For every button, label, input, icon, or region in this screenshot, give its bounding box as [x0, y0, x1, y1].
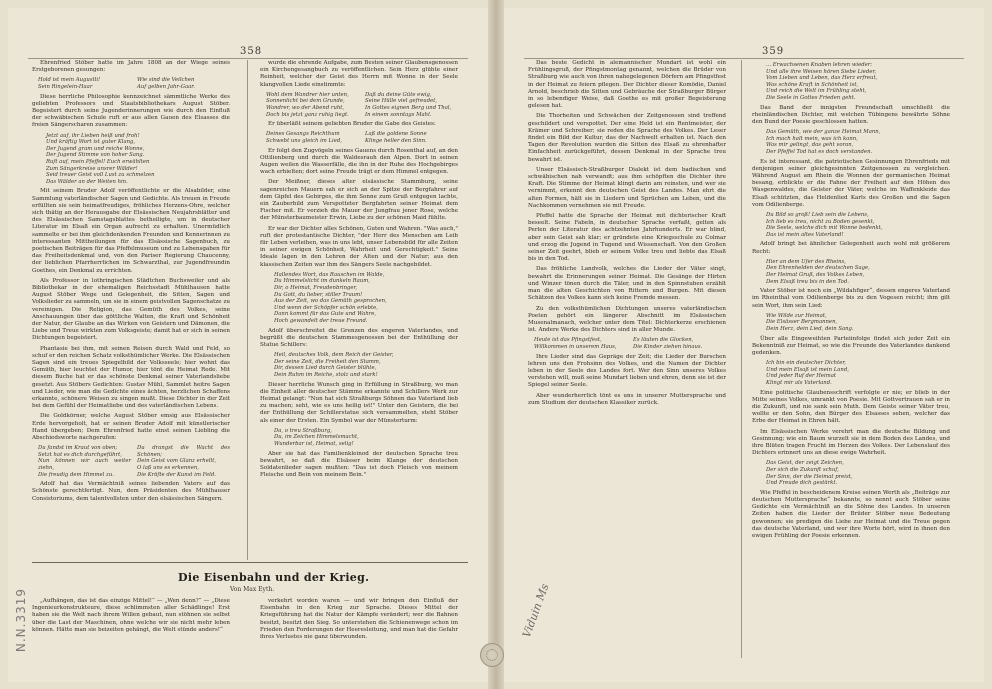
paragraph: Es ist interessant, die patriotischen Gesinnungen Ehrenfrieds mit denjenigen seiner gleichgesinnten Zeitgenossen zu vergleichen. Während August am Rhein die Wonnen der germanischen Heimat besang, erblickte er die Fahne der Freiheit auf den Höhen des Wasgenwaldes, die Geister der Väter, welche im Waffenkleide das Elsaß schützten, das Heldenlied Karls des Großen und die Sagen vom Odilienberge. [752, 158, 950, 208]
book-gutter [488, 0, 504, 689]
pencil-annotation: Viduin Ms [520, 581, 552, 640]
page-number: 359 [762, 46, 785, 57]
paragraph: Vater Stöber ist noch ein „Wildahfiger“, dessen engeres Vaterland im Rheinthal vom Odilienberge bis zu den Vogesen reicht; ihm gilt sein Wort, ihm sein Lied: [752, 288, 950, 309]
paragraph: Er war der Dichter alles Schönen, Guten und Wahren. "Was auch," ruft der protestantische Dichter, "der Herr des Menschen am Leib für Leben verleihen, was in uns lebt, unser Lebensbild für alle Zeiten in seiner ewigen Schönheit, Wahrheit und Gerechtigkeit." Seine Ideale lagen in den Lehren der Alten und der Natur; aus den klassischen Zeiten war ihm des Sängers Seele nachgebildet. [260, 225, 458, 268]
archive-stamp-code: N.N.3319 [14, 588, 28, 653]
left-page [8, 8, 488, 682]
poem-stanza: Wohl dem Wandrer hier unten, Sonnenlicht bei dem Grunde, Wandrer, wo der Abend ruht, Doch bis jetzt ganz ruhig liegt. [266, 91, 349, 118]
paragraph: Pfeffel hatte die Sprache der Heimat mit dichterischer Kraft beseelt. Seine Fabeln, in deutscher Sprache verfaßt, gelten als Perlen der Literatur des achtzehnten Jahrhunderts. Er war blind, aber sein Geist sah klar; er gründete eine Kriegsschule zu Colmar und erzog die Jugend in Tugend und Wissenschaft. Von den Großen seiner Zeit geehrt, blieb er seinem Volke treu und liebte das Elsaß bis in den Tod. [528, 213, 726, 263]
poem-stanza: Laß die goldene Sonne Klinge heller den Sinn. [365, 131, 427, 144]
right-page [504, 8, 984, 682]
poem-block: ... Erwachsenen Knaben lehren wieder: Und alle ihre Weisen hören Siebe Lieder, Vom Lieben und Leben, das Herz erfreut, Was schöne Kraft in Schönheit ist, Und reich die Welt im Frühling steht, Die Seele in Gottes Frieden geht. [766, 62, 878, 101]
paragraph: Das beste Gedicht in alemannischer Mundart ist wohl ein Frühlingsgruß, der Pfingstmontag genannt, welchen die Brüder von Straßburg wie auch von ihren nahegelegenen Dörfern am Pfingstfest in der Heimat zu feiern pflegen. Der Dichter dieser Komödie, Daniel Arnold, beschrieb die Sitten und Gebräuche der Straßburger Bürger in so lebendiger Weise, daß Goethe es mit großer Begeisterung gelesen hat. [528, 60, 726, 110]
poem-block [266, 131, 458, 144]
article-column [260, 598, 458, 678]
paragraph: Ehrenfried Stöber hatte im Jahre 1808 an der Wiege seines Erstgeborenen gesungen: [32, 60, 230, 74]
poem-stanza: Deines Gesangs Reichthum Schwebt uns gleich im Lied, [266, 131, 342, 144]
article-title: Die Eisenbahn und der Krieg. [178, 571, 370, 584]
paragraph: Er folgt den Zugvögeln seines Gauens durch Rosenthal auf, an den Ottilienberg und durch die Waldesrauh den Alpen. Dort in seinen Augen weilen die Wasserfälle, die ihn in der Ruhe des Hochgebirges wach erhielten; dort seine Freude trägt er dem Himmel entgegen. [260, 147, 458, 176]
paragraph: Eine politische Glaubensschrift verfolgte er nie; er blieb in der Mitte seines Volkes, umrankt von Poesie. Mit Gottvertrauen sah er in die Zukunft, und nie sank sein Muth. Dem Geiste seiner Väter treu, wollte er den Sohn, den Bürger des Elsasses sehen, welcher das Erbe der Heimat in Ehren hält. [752, 389, 950, 425]
paragraph: Adolf bringt bei ähnlicher Gelegenheit auch wohl mit größerem Recht: [752, 241, 950, 255]
article-author: Von Max Eyth. [230, 586, 275, 593]
poem-block: Jetzt auf, ihr Lieben heiß und froh! Und kräftig Wort ist guter Klang, Der Jugend gram und reiche Wonne, Der Jugend Stimme von hoher Sang. Ruft auf, mein Pfeffel! Euch erwählten Zum Sängerkreise unsrer Wälder! Seid treuer Geist voll Lust zu schmelzen Das Wälder an der Weiten hin. [46, 132, 155, 185]
paragraph: Unser Elsässisch-Straßburger Dialekt ist dem badischen und schwäbischen nah verwandt; aus ihm schöpften die Dichter ihre Kraft. Die Stimme der Heimat klingt darin am reinsten, und wer sie vernimmt, erkennt den deutschen Geist des Landes. Man ehrt die alten Formen, hält sie in Liedern und Sprüchen am Leben, und die Nachkommen vernehmen sie mit Freude. [528, 166, 726, 209]
paragraph: Im Elsässischen Werke verehrt man die deutsche Bildung und Gesinnung; wie ein Baum wurzelt sie in dem Boden des Landes, und ihre Blüten tragen Frucht im Herzen des Volkes. Der Lebenslauf des Dichters erinnert uns an diese ewige Wahrheit. [752, 428, 950, 457]
poem-block [534, 337, 726, 350]
poem-block: Du Bild so groß! Lieb sein die Lebens, Ich lieb es treu, nicht zu Boden gesenkt, Die Seele, welche dich mit Wonne bedenkt, Das ist mein altes Vaterland! [766, 211, 883, 238]
paragraph: Ihre Lieder sind das Gepräge der Zeit; die Lieder der Burschen lehren uns den Frohsinn des Volkes, und die Namen der Dichter leben in der Seele des Landes fort. Wer den Sinn unseres Volkes verstehen will, muß seine Mundart lieben und ehren, denn sie ist der Spiegel seiner Seele. [528, 353, 726, 389]
paragraph: Der Meißner, dieses alter elsässische Stammburg, seine sagenreichen Mauern sah er sich an der Spitze der Bergfahrer auf dem Gipfel des Gebirges, die ihm Sonne zum Gruß entgegen lachte, ein Zauberbild zum Verspotteter Bergfahrten seiner Heimat dem Fischer mit. Er verzieh die Mauer der Jungfrau jener Rose, welche der Münsterbaumeister Erwin, Liebe zu der schönen Maid fühlte. [260, 179, 458, 222]
paragraph: Mit seinem Bruder Adolf veröffentlichte er die Alsabilder, eine Sammlung vaterländischer Sagen und Gedichte. Als treuen in Freude erfüllten sie sein heimatfreudiges, fröhliches Herzens-Ohre, welcher sich thätig an der Herausgabe der Elsässischen Neujahrsblätter und des Elsässischen Samstagsblattes betheiligte, um in deutscher Literatur im Elsaß ein Organ aufrecht zu erhalten. Unermüdlich sammelte er bei ihm gleichdenkenden Freunden und Kennerinnen zu interessanten Mittheilungen für das Elsässische Sagenbuch, zu poetischen Beiträgen für das Pfeffelmuseum und zu Lebensgaben für das Freiheitsdenkmal und, von den Pariser Regierung Chaucenny, der lieblichen Pfarrherrlichen im Schwarzthal, zur Jugendfreundin Goethes, ein Denkmal zu errichten. [32, 188, 230, 274]
header-rule [28, 58, 468, 59]
poem-block [266, 92, 458, 118]
paragraph: Adolf überschreitet die Grenzen des engeren Vaterlandes, und begrüßt die deutschen Stammesgenossen bei der Enthüllung der Statue Schillers: [260, 327, 458, 348]
poem-stanza: Du fandst im Kraut von oben; Setzt hat es dich durchgeführt, Nun können wir auch weiter ziehn, Die freudig dem Himmel zu. [38, 445, 131, 478]
poem-stanza: Wie sind die Veilchen Auf gelben Jahr-Gaar. [137, 77, 195, 90]
paragraph: Adolf hat das Vermächtniß seines liebenden Vaters auf das Schönste gerechtfertigt. Nun, dem Präsidenten des Mühlhauser Consistoriums, dem talentvollsten unter den elsässischen Sängern. [32, 481, 230, 502]
poem-stanza: Es läuten die Glocken, Die Kinder ziehen hinaus. [633, 337, 703, 350]
text-column [528, 60, 726, 658]
poem-stanza: Du drangst die Wacht des Schönen; Dein Geist vom Glanz erhellt, O laß uns es erkennen, Die Kräfte der Kunst im Feld. [137, 445, 230, 478]
article-divider [32, 562, 468, 563]
paragraph: Er überläßt seinem geliebten Bruder die Gabe des Geistes: [268, 121, 436, 128]
text-column [32, 60, 230, 658]
paragraph: wurde die ehrende Aufgabe, zum Besten seiner Glaubensgenossen ein Kirchengesangbuch zu veröffentlichen. Sein Herz glühte einer Reinheit, welcher der Geist des Herrn mit Wonne in der Seele klangvollen Liede einstimmte: [260, 60, 458, 88]
poem-block: Das Gemüth, wie der ganze Heimat Mann, Ich mach halt mein, was ich kann, Was mir gelingt, das geht voran, Der Pfeffel Tod hat es doch verstanden. [766, 129, 881, 155]
paragraph: Das fröhliche Landvolk, welches die Lieder der Väter singt, bewahrt die Erinnerungen seiner Heimat. Die Gesänge der Hirten und Winzer tönen durch die Täler, und in den Spinnstuben erzählt man die alten Geschichten von Rittern und Burgen. Mit diesen Schätzen des Volkes kann sich keine Fremde messen. [528, 266, 726, 302]
paragraph: Wie Pfeffel in bescheidenem Kreise seinen Werth als „Beiträge zur deutschen Muttersprache“ bekannte, so nennt auch Stöber seine Gedichte ein Vermächtniß an die Söhne des Landes. In unseren Zeiten haben die Lieder der Brüder Stöber neue Bedeutung gewonnen; sie predigen die Liebe zur Heimat und die Treue gegen das deutsche Vaterland, und wer ihre Worte hört, wird in ihnen den ewigen Frühling der Poesie erkennen. [752, 489, 950, 539]
paragraph: Dieser herrliche Wunsch ging in Erfüllung in Straßburg, wo man die Einheit aller deutscher Stämme erkannte und Schillers Werk zur Heimat gelangt: "Nun hat sich Straßburgs Söhnen das Vaterland lieb zu machen; seht, wie es uns heilig ist!" Unter den Geistern, die bei der Enthüllung der Schillerstatue sich versammelten, steht Stöber als einer der Ersten. Ein Symbol war der Münsterturm: [260, 381, 458, 424]
poem-stanza: Hold ist mein Augustli! Sein Ringelein-Haar [38, 77, 101, 90]
paragraph: Diese herrliche Philosophie kennzeichnet sämmtliche Werke des geliebten Professors und Staatsbibliothekars August Stöber. Begeistert durch seine Jugenderinnerungen wie durch den Einfluß der schwäbischen Schule ruft er aus allen Gauen des Elsasses die freien Sängerscharen zusammen: [32, 93, 230, 129]
poem-block: Hallendes Wort, das Rauschen im Walde, Du Himmelslicht im dunkeln Raum, Dir, o Heimat, Freudenbringer, Du Gott, du lieber, stiller Traum! Aus der Zeit, wo das Gemüth gesprochen, Und wenn der Schöpfer schön erlebte, Dann kommt für das Gute und Wahre, Hoch gewandelt der treue Freund. [274, 271, 387, 324]
paragraph: Die Thorheiten und Schwächen der Zeitgenossen sind treffend geschildert und verspottet. Der eine Held ist ein Rentmeister, der Krämer und Schreiber; sie reden die Sprache des Volkes. Der Leser findet ein Bild der Kultur, das der Nachwelt erhalten ist. Nach den Tagen der Revolution wurden die Sitten des Elsaß zu ehrenhafter Einfachheit zurückgeführt, dessen Denkmal in der Sprache treu bewahrt ist. [528, 113, 726, 163]
poem-stanza: Heute ist das Pfingstfest, Willkommen in unserem Haus, [534, 337, 617, 350]
paragraph: Phantasie bei ihm, mit seinen Reisen durch Wald und Feld, so schuf er den reichen Schatz volksthümlicher Werke. Die Elsässischen Sagen sind ein treues Spiegelbild der Volksseele; hier wohnt das Gemüth, hier leuchtet der Humor, hier tönt die Heimat Rede. Mit diesem Buche hat er das schönste Denkmal seiner Vaterlandsliebe gesetzt. Aus Stöbers Gedichten: Gustav Mühl, Sammlet heitre Sagen und Lieder, wie man die Gedichte eines ächten, herzlichen Schaffens erkannte, schönere Weisen zu singen mußt. Diese Dichter in der Zeit bei dem Gefühl der Heimatliebe und des vaterländischen Lebens. [32, 345, 230, 410]
article-column [32, 598, 230, 678]
paragraph: Über alle Eingeweihten Parteiinfolge findet sich jeder Zeit ein Bekenntniß zur Heimat, so wie die Freunde des Vaterlandes dankend gedenken. [752, 335, 950, 356]
paragraph: Zu den volksthümlichen Dichtungen unseres vaterländischen Poeten gehört ein längerer Abschnitt im Elsässischen Musenalmanach, welcher unter dem Titel: Dichterkerze erschienen ist. Andere Werke des Dichters sind in aller Munde. [528, 305, 726, 334]
poem-block: Heil, deutsches Volk, dem Reich der Geister, Der seine Zeit, die Freiheit den Stamm, Dir, dessen Lied durch Geister blühte, Dein Ruhm im Reiche, stolz und stark! [274, 352, 394, 378]
header-rule [524, 58, 964, 59]
text-column [260, 60, 458, 560]
text-column [752, 60, 950, 658]
poem-block: Hier an dem Ufer des Rheins, Den Ehrenhelden der deutschen Sage, Der Heimat Gruß, des Volkes Leben, Dem Elsaß treu bis in den Tod. [766, 258, 870, 285]
column-divider [247, 60, 248, 560]
paragraph: Das Band der innigsten Freundschaft umschließt die rheinländischen Dichter, mit welchen Tübingens bewährte Söhne den Bund der Poesie geschlossen hatten. [752, 104, 950, 125]
poem-stanza: Daß du deine Güte ewig, Seine Hülle viel gefreudet, In Gottes eignen Berg und Thal, In einem sonntags Mahl. [365, 91, 452, 118]
column-divider [741, 60, 742, 658]
poem-block: Ich bin ein deutscher Dichter, Und mein Elsaß ist mein Land, Und jeder Ruf der Heimat Klingt mir als Vaterland. [766, 360, 849, 386]
paragraph: Die Goldkörner, welche August Stöber emsig aus Elsässischer Erde hervorgeholt, hat er seinen Bruder Adolf mit künstlerischer Hand übergeben; Dem Ehrenfried hatte einst seinen Liebling die Abschiedsworte nachgerufen: [32, 413, 230, 442]
paragraph: verkehrt worden waren — und wir bringen den Einfluß der Eisenbahn in den Krieg zur Sprache. Dieses Mittel der Kriegsführung hat die Natur der Kämpfe verändert; wer die Bahnen besitzt, besitzt den Sieg. So unterstehen die Schienenwege schon im Frieden den Forderungen der Heeresleitung, und man hat die Gefahr ihres Verlustes nie ganz überwunden. [260, 598, 458, 641]
poem-block: Das Geist, der zeigt Zeichen, Der sich die Zukunft schuf, Der Sinn, der die Heimat preist, Und Freude dich gestärkt. [766, 460, 853, 487]
library-stamp-icon [480, 643, 504, 667]
poem-block [38, 77, 230, 90]
paragraph: Aber sie hat das Familienkleinod der deutschen Sprache treu bewahrt, so daß die Elsässer beim Klange der deutschen Soldatenlieder sagen mußten: "Das ist doch Fleisch von meinem Fleische und Bein von meinem Bein." [260, 450, 458, 479]
paragraph: Aber wunderherrlich tönt es uns in unserer Muttersprache und zum Studium der deutschen Klassiker zurück. [528, 392, 726, 406]
poem-block: Wie Wilde zur Heimat, Die Elsässer Bergmannen, Dein Herz, dein Lied, dein Sang. [766, 312, 854, 332]
paragraph: „Aufhängen, das ist das einzige Mittel!“ — „Wen denn?“ — „Diese Ingenieurkonstrukteure, diese schlimmsten aller Schädlinge! Erst haben sie die Welt nach ihrem Willen gebaut, nun stöhnen sie selbst über die Last der Maschinen, ohne welche wir sie nicht mehr leben können. Hätte man sie beizeiten gehängt, die Welt stünde anders!“ [32, 598, 230, 633]
page-number: 358 [240, 46, 263, 57]
poem-block: Da, o treu Straßburg, Du, im Zeichen Himmelsmacht, Wunderbar ist, Heimat, selig! [274, 427, 359, 447]
poem-block [38, 445, 230, 478]
paragraph: Als Professor in lothringischen Städtchen Buchsweiler und als Bibliothekar in der ehemaligen Reichsstadt Mühlhausen hatte August Stöber Wege und Gelegenheit, die Sitten, Sagen und Volkslieder zu sammeln, um sie in einem geistvollen Sagenschatze zu vereinigen. Die Religion, das Gemüth des Volkes, seine Anschauungen über das göttliche Walten, die Kraft und Schönheit der Natur, der Glaube an das Wirken von Geistern und Dämonen, die Liebe und Treue wirkten zum Volksgeiste; damit hat er sich in seinen Dichtungen begeistert. [32, 277, 230, 342]
